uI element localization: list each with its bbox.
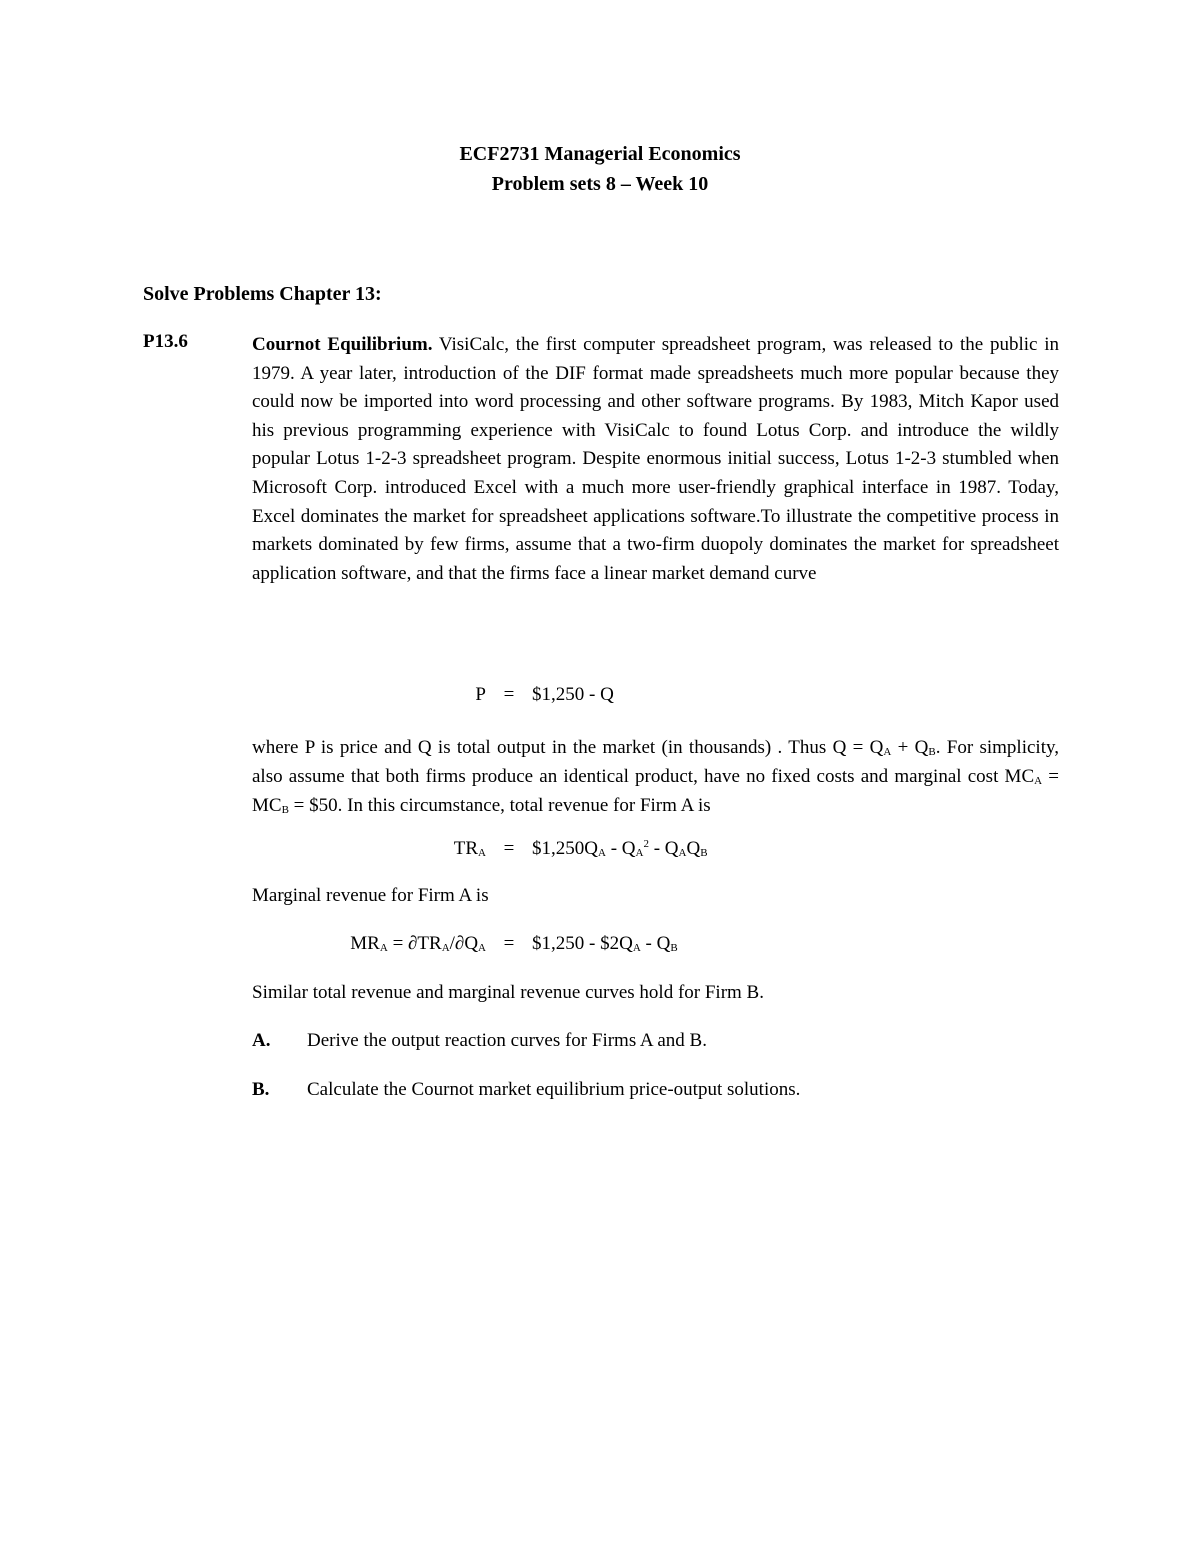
- problem-number: P13.6: [143, 331, 188, 352]
- problem-statement: [252, 331, 1059, 588]
- para-text: where P is price and Q is total output in the market (in thousands) . Thus Q = Q: [252, 737, 884, 758]
- problem-set-title: Problem sets 8 – Week 10: [491, 173, 709, 195]
- para-text: = MC: [252, 766, 1059, 816]
- eq-text: - Q: [605, 838, 636, 859]
- subscript: A: [1034, 775, 1043, 787]
- demand-lhs: P: [475, 684, 486, 705]
- mr-lhs: [0, 933, 486, 955]
- eq-text: $1,250 - $2Q: [532, 933, 633, 954]
- tr-rhs: [532, 838, 708, 859]
- subscript: B: [928, 746, 936, 758]
- subscript: A: [478, 942, 486, 954]
- eq-text: - Q: [648, 838, 679, 859]
- task-label: B.: [252, 1079, 270, 1100]
- demand-rhs: $1,250 - Q: [532, 684, 614, 705]
- problem-text: VisiCalc, the first computer spreadsheet program, was released to the public in 1979. A year later, introduction of the DIF format made spreadsheets much more popular because they could now be imported into word processing and other software programs. By 1983, Mitch Kapor used his previous programming experience with VisiCalc to found Lotus Corp. and introduce the wildly popular Lotus 1-2-3 spreadsheet program. Despite enormous initial success, Lotus 1-2-3 stumbled when Microsoft Corp. introduced Excel with a much more user-friendly graphical interface in 1987. Today, Excel dominates the market for spreadsheet applications software.To illustrate the competitive process in markets dominated by few firms, assume that a two-firm duopoly dominates the market for spreadsheet application software, and that the firms face a linear market demand curve: [252, 334, 1059, 584]
- subscript: A: [379, 942, 388, 954]
- subscript: A: [635, 847, 644, 859]
- course-title: ECF2731 Managerial Economics: [459, 143, 741, 165]
- problem-lead: Cournot Equilibrium.: [252, 334, 433, 355]
- eq-text: Q: [686, 838, 701, 859]
- subscript: A: [441, 942, 450, 954]
- assumptions-paragraph: [252, 733, 1059, 820]
- para-text: + Q: [891, 737, 929, 758]
- mr-equals: =: [503, 933, 515, 954]
- subscript: A: [678, 847, 687, 859]
- eq-text: TR: [453, 838, 479, 859]
- section-heading: Solve Problems Chapter 13:: [143, 283, 382, 305]
- task-a: [252, 1030, 707, 1052]
- superscript: 2: [643, 838, 649, 850]
- demand-equation: [0, 684, 1200, 706]
- eq-text: - Q: [640, 933, 671, 954]
- task-b: [252, 1079, 800, 1101]
- subscript: B: [700, 847, 708, 859]
- para-text: = $50. In this circumstance, total revenue for Firm A is: [288, 795, 711, 816]
- total-revenue-equation: [0, 838, 1200, 860]
- tr-lhs: [0, 838, 486, 860]
- demand-equals: =: [503, 684, 515, 705]
- subscript: B: [670, 942, 678, 954]
- marginal-revenue-intro: Marginal revenue for Firm A is: [252, 885, 489, 906]
- task-text: Derive the output reaction curves for Firms A and B.: [307, 1030, 707, 1051]
- tr-equals: =: [503, 838, 515, 859]
- para-text: . For simplicity, also assume that both firms produce an identical product, have no fixed costs and marginal cost MC: [252, 737, 1059, 787]
- subscript: A: [632, 942, 641, 954]
- subscript: B: [281, 804, 289, 816]
- eq-text: = ∂TR: [387, 933, 442, 954]
- subscript: A: [478, 847, 486, 859]
- subscript: A: [883, 746, 892, 758]
- marginal-revenue-equation: [0, 933, 1200, 955]
- subscript: A: [597, 847, 606, 859]
- eq-text: $1,250Q: [532, 838, 598, 859]
- similar-curves-line: Similar total revenue and marginal revenue curves hold for Firm B.: [252, 982, 764, 1003]
- eq-text: MR: [350, 933, 380, 954]
- task-text: Calculate the Cournot market equilibrium price-output solutions.: [307, 1079, 801, 1100]
- mr-rhs: [532, 933, 678, 954]
- task-label: A.: [252, 1030, 271, 1051]
- eq-text: /∂Q: [449, 933, 479, 954]
